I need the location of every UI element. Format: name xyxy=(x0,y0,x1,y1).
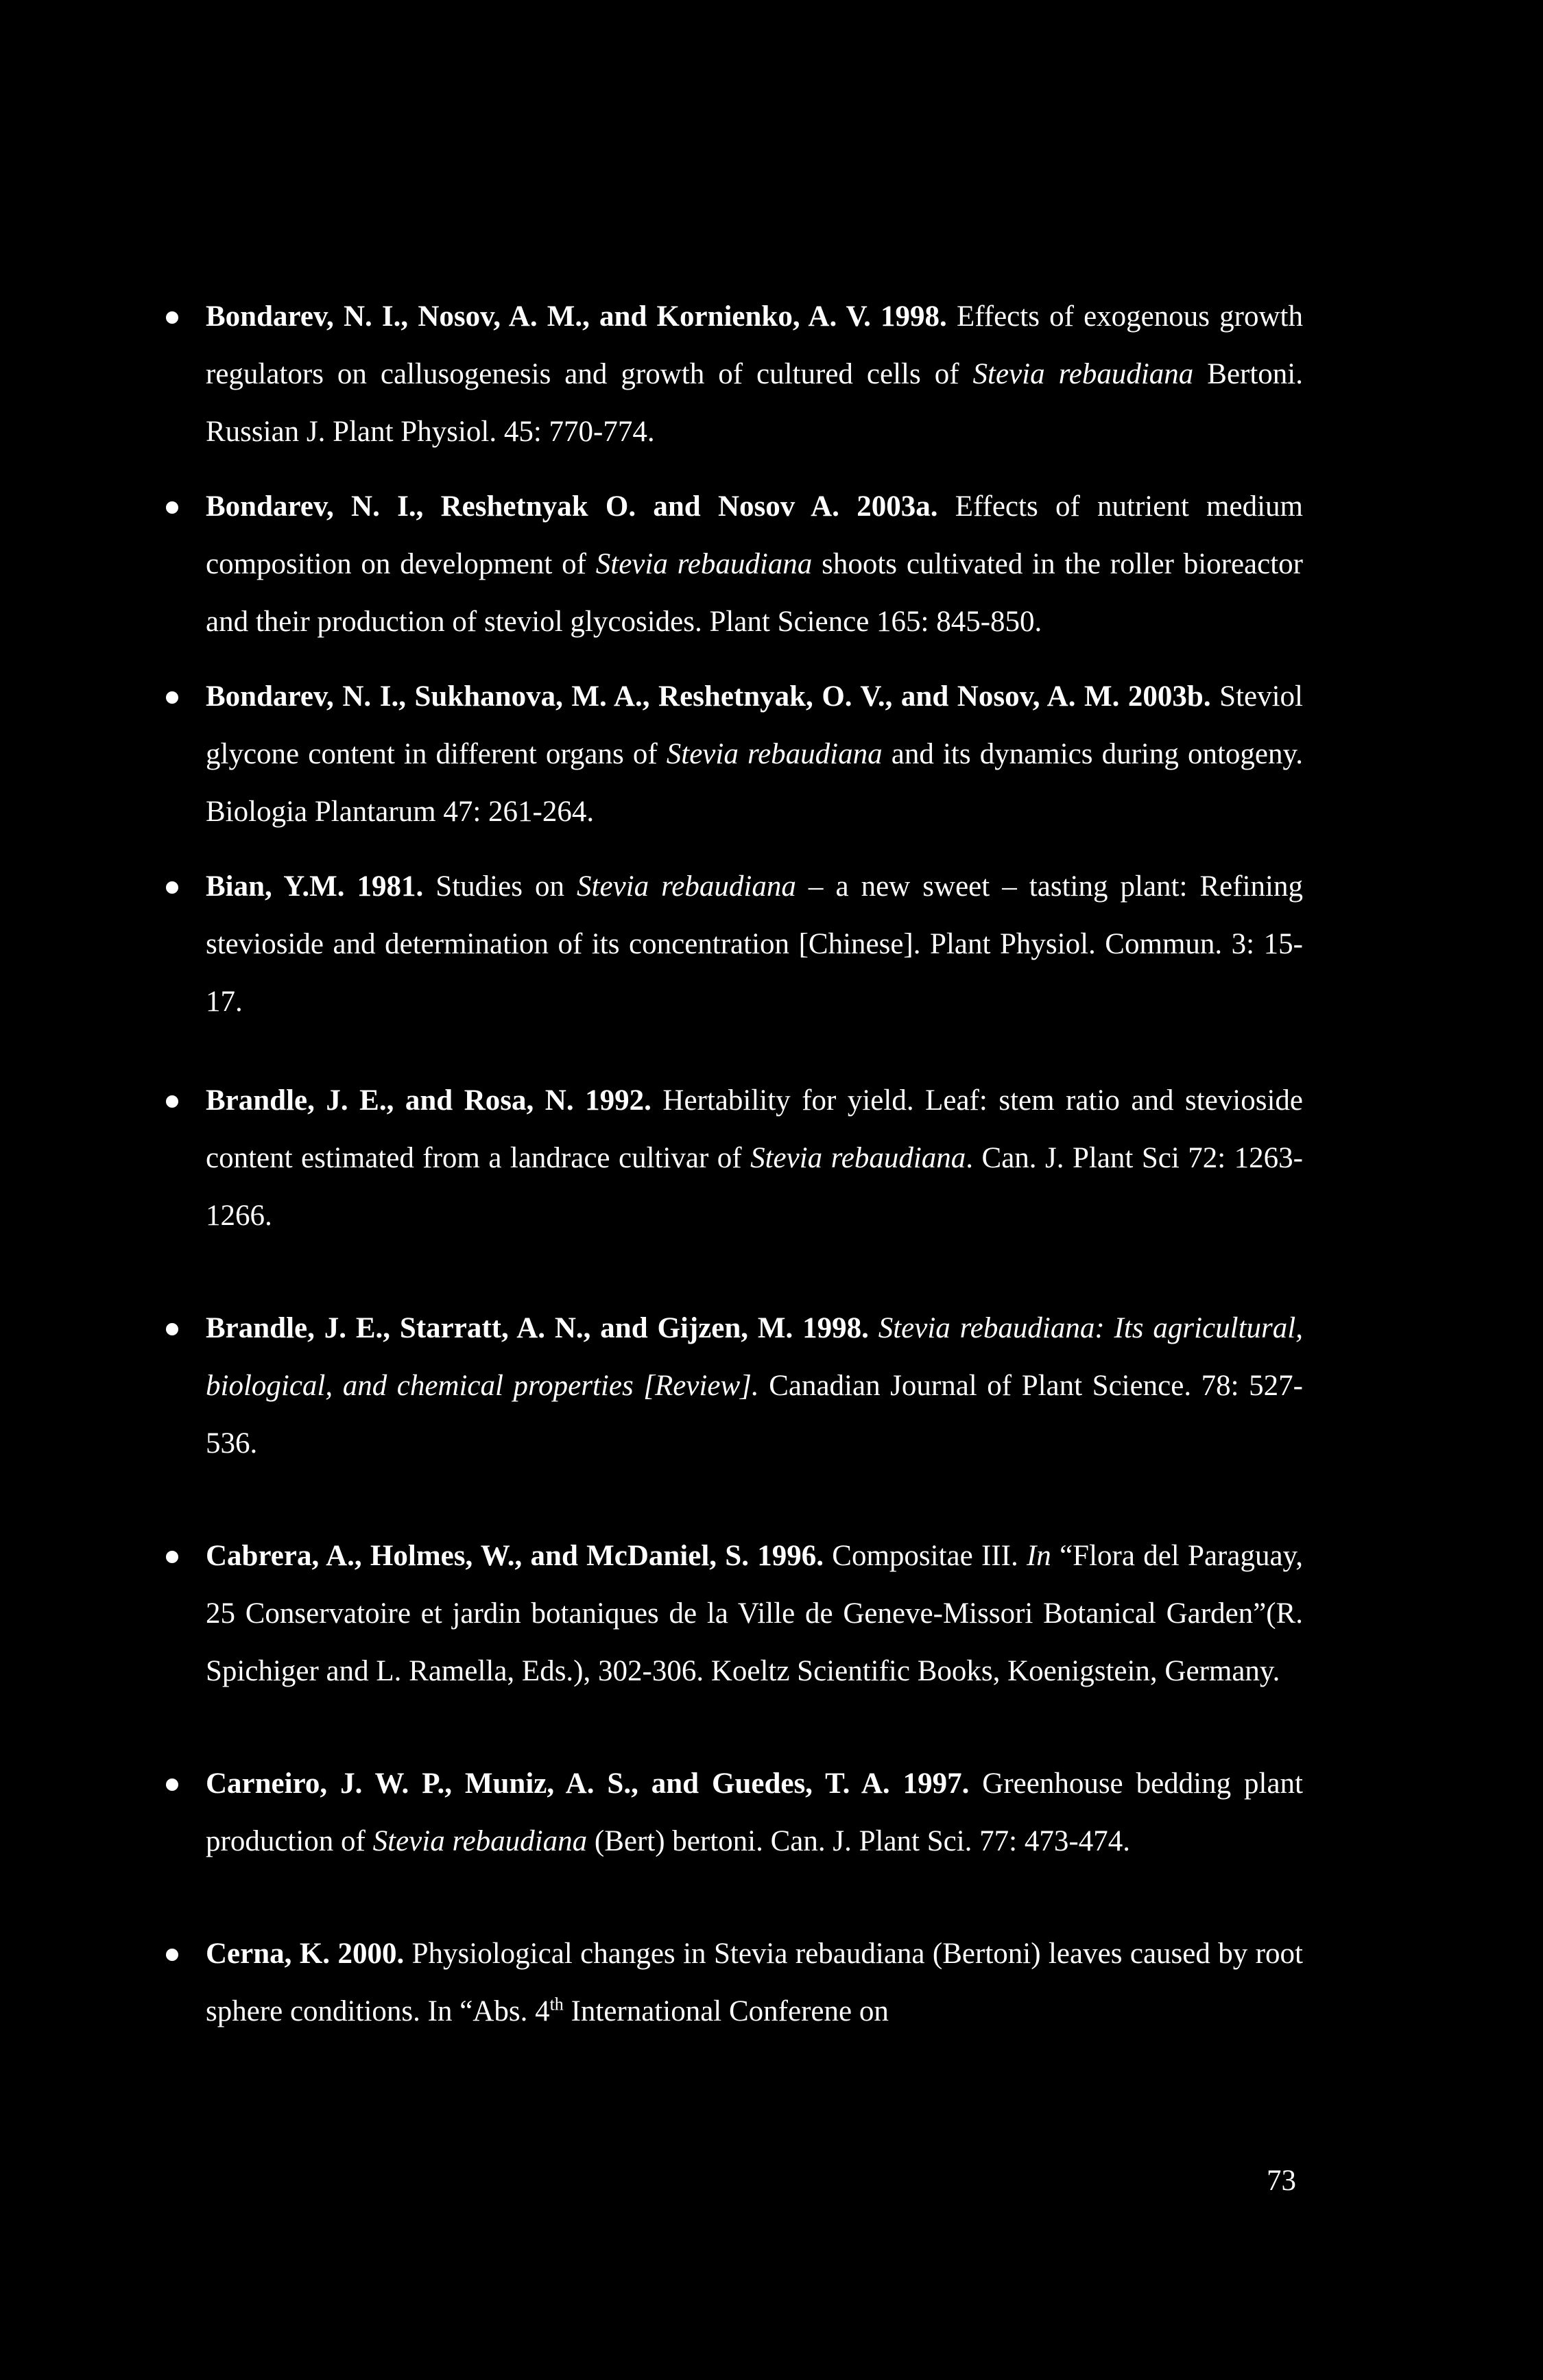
reference-authors: Cabrera, A., Holmes, W., and McDaniel, S. 1996. xyxy=(206,1540,824,1572)
reference-title: Stevia rebaudiana: Its agricultural, biological, and chemical properties [Review]. xyxy=(206,1312,1303,1402)
reference-species: Stevia rebaudiana xyxy=(666,738,883,770)
reference-entry xyxy=(206,478,1303,651)
bullet-icon xyxy=(166,311,178,324)
bullet-icon xyxy=(166,501,178,514)
reference-text: Physiological changes in Stevia rebaudiana (Bertoni) leaves caused by root sphere conditions. In “Abs. 4 xyxy=(206,1938,1303,2027)
reference-authors: Cerna, K. 2000. xyxy=(206,1938,405,1970)
reference-text: Compositae III. xyxy=(824,1540,1027,1572)
bullet-icon xyxy=(166,1778,178,1791)
reference-text: and its dynamics during ontogeny. Biologia Plantarum 47: 261-264. xyxy=(206,738,1303,828)
reference-authors: Bondarev, N. I., Sukhanova, M. A., Reshetnyak, O. V., and Nosov, A. M. 2003b. xyxy=(206,680,1211,713)
reference-entry xyxy=(206,1072,1303,1245)
bullet-icon xyxy=(166,881,178,894)
reference-entry xyxy=(206,1755,1303,1870)
bullet-icon xyxy=(166,691,178,704)
reference-text: Effects of nutrient medium composition on development of xyxy=(206,490,1303,580)
reference-entry xyxy=(206,1527,1303,1700)
page-number: 73 xyxy=(1267,2165,1296,2197)
reference-authors: Carneiro, J. W. P., Muniz, A. S., and Guedes, T. A. 1997. xyxy=(206,1768,970,1800)
reference-entry xyxy=(206,668,1303,841)
reference-authors: Brandle, J. E., and Rosa, N. 1992. xyxy=(206,1084,651,1117)
reference-entry xyxy=(206,288,1303,461)
bullet-icon xyxy=(166,1095,178,1108)
reference-species: Stevia rebaudiana xyxy=(750,1142,966,1174)
reference-authors: Bian, Y.M. 1981. xyxy=(206,870,424,903)
reference-in: In xyxy=(1026,1540,1051,1572)
reference-text: – a new sweet – tasting plant: Refining stevioside and determination of its concentration [Chinese]. Plant Physiol. Commun. 3: 15-17. xyxy=(206,870,1303,1018)
reference-text: “Flora del Paraguay, 25 Conservatoire et jardin botaniques de la Ville de Geneve-Missori Botanical Garden”(R. Spichiger and L. Ramella, Eds.), 302-306. Koeltz Scientific Books, Koenigstein, Germany. xyxy=(206,1540,1303,1687)
reference-entry xyxy=(206,1300,1303,1473)
bullet-icon xyxy=(166,1323,178,1335)
reference-text: Studies on xyxy=(423,870,577,903)
reference-species: Stevia rebaudiana xyxy=(595,548,813,580)
reference-authors: Bondarev, N. I., Nosov, A. M., and Kornienko, A. V. 1998. xyxy=(206,300,947,333)
reference-species: Stevia rebaudiana xyxy=(577,870,796,903)
ordinal-superscript: th xyxy=(549,1994,564,2014)
reference-entry xyxy=(206,858,1303,1031)
reference-text: Bertoni. Russian J. Plant Physiol. 45: 770-774. xyxy=(206,358,1303,448)
reference-authors: Bondarev, N. I., Reshetnyak O. and Nosov A. 2003a. xyxy=(206,490,938,523)
reference-species: Stevia rebaudiana xyxy=(372,1825,588,1857)
reference-text: (Bert) bertoni. Can. J. Plant Sci. 77: 473-474. xyxy=(587,1825,1130,1857)
reference-text: Steviol glycone content in different organs of xyxy=(206,680,1303,770)
reference-text: Greenhouse bedding plant production of xyxy=(206,1768,1304,1857)
reference-text: Hertability for yield. Leaf: stem ratio and stevioside content estimated from a landrace cultivar of xyxy=(206,1084,1303,1174)
reference-text: Effects of exogenous growth regulators on callusogenesis and growth of cultured cells of xyxy=(206,300,1303,390)
bullet-icon xyxy=(166,1551,178,1563)
reference-text: International Conferene on xyxy=(563,1995,889,2027)
reference-text: Canadian Journal of Plant Science. 78: 527-536. xyxy=(206,1370,1303,1460)
reference-authors: Brandle, J. E., Starratt, A. N., and Gijzen, M. 1998. xyxy=(206,1312,869,1344)
reference-entry xyxy=(206,1925,1303,2040)
bullet-icon xyxy=(166,1949,178,1961)
reference-text xyxy=(869,1312,878,1344)
reference-species: Stevia rebaudiana xyxy=(972,358,1194,390)
reference-text: . Can. J. Plant Sci 72: 1263-1266. xyxy=(206,1142,1303,1232)
reference-list xyxy=(206,288,1303,2040)
reference-text: shoots cultivated in the roller bioreactor and their production of steviol glycosides. Plant Science 165: 845-850. xyxy=(206,548,1303,638)
